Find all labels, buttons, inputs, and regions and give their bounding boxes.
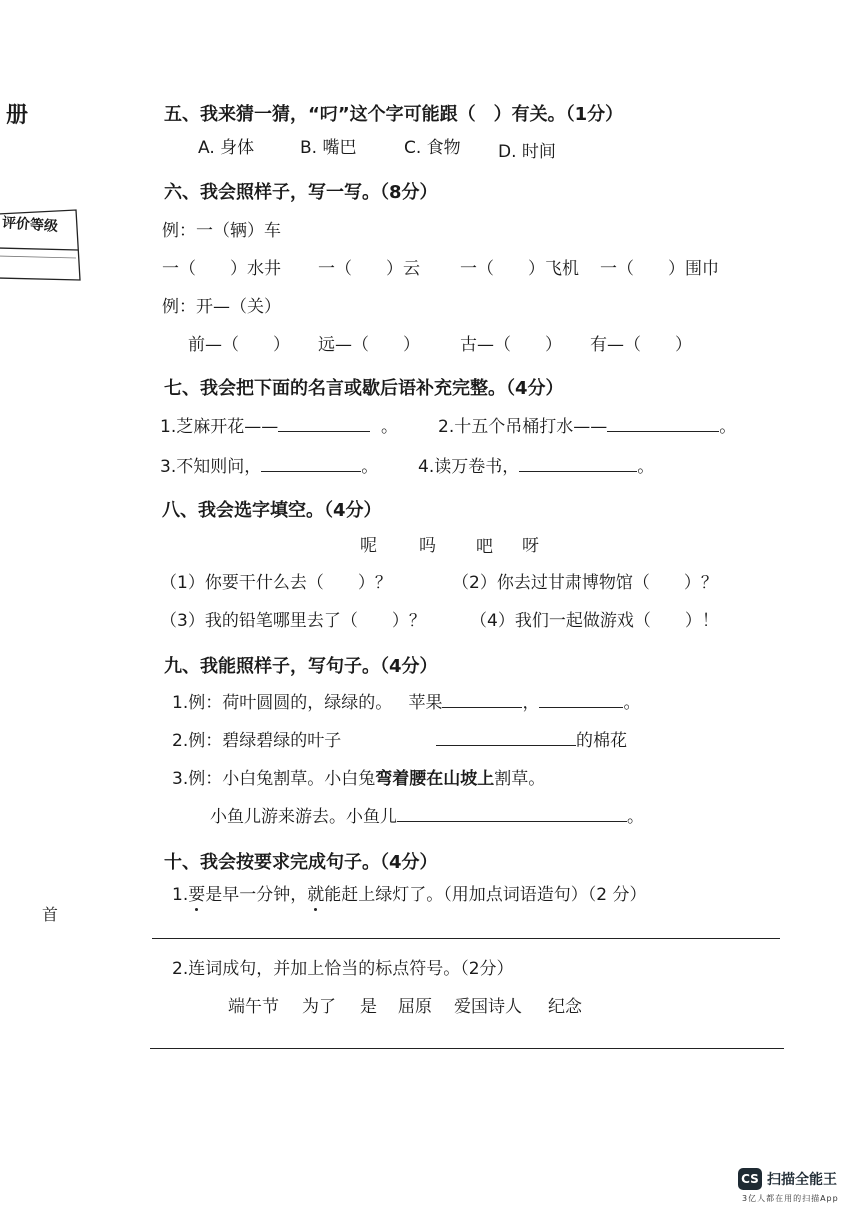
q7-item-3-end: 。 [361,457,379,477]
q10-item-1-rest: 能赶上绿灯了。（用加点词语造句）（2 分） [324,885,647,905]
q6-example-2: 例：开—（关） [162,297,281,317]
q8-item-1: （1）你要干什么去（ ）？ [160,573,392,593]
q10-item-1-num: 1. [172,885,189,905]
q9-item-3-task [210,802,644,827]
q10-answer-line-2[interactable] [150,1048,784,1049]
q10-word-4: 屈原 [398,997,432,1017]
q10-item-1 [172,880,646,905]
q8-item-4: （4）我们一起做游戏（ ）！ [470,611,719,631]
q10-item-1-mid: 是早一分钟， [205,885,308,905]
watermark-subtitle: 3亿人都在用的扫描App [742,1194,839,1203]
q10-word-1: 端午节 [228,997,279,1017]
q10-dotted-word-1: 要 [188,885,206,905]
q10-answer-line-1[interactable] [152,938,780,939]
q7-item-1-end: 。 [381,417,399,437]
q7-blank-3[interactable] [261,455,361,472]
q6-item-7: 古—（ ） [460,335,562,355]
q6-item-1: 一（ ）水井 [162,259,281,279]
q6-item-2: 一（ ）云 [318,259,420,279]
q5-option-c: C. 食物 [404,138,461,158]
margin-char-top: 册 [6,103,29,128]
q9-item-1-example: 1.例：荷叶圆圆的，绿绿的。 [172,693,393,713]
q10-word-5: 爱国诗人 [454,997,522,1017]
q7-item-2-end: 。 [719,417,737,437]
q8-choice-4: 呀 [522,536,539,556]
q7-item-3-text: 3.不知则问， [160,457,262,477]
q8-item-2: （2）你去过甘肃博物馆（ ）？ [452,573,718,593]
q7-item-4 [418,452,654,477]
q5-option-a: A. 身体 [198,138,255,158]
q8-choice-3: 吧 [476,537,493,557]
q6-item-3: 一（ ）飞机 [460,259,579,279]
q10-dotted-word-2: 就 [307,885,325,905]
q10-word-6: 纪念 [548,997,582,1017]
q7-item-2-text: 2.十五个吊桶打水—— [438,417,608,437]
q9-item-1-end: 。 [623,693,641,713]
grade-box [0,208,84,282]
q7-blank-4[interactable] [519,455,637,472]
question-5-title: 五、我来猜一猜，“叼”这个字可能跟（ ）有关。（1分） [164,104,624,125]
q7-item-4-text: 4.读万卷书， [418,457,520,477]
q9-item-3-bold: 弯着腰在山坡上 [375,769,495,789]
question-8-title: 八、我会选字填空。（4分） [162,500,382,521]
q10-word-3: 是 [360,997,377,1017]
q9-item-3-task-text: 小鱼儿游来游去。小鱼儿 [210,807,397,827]
q9-item-2-tail: 的棉花 [576,731,627,751]
q7-item-1 [160,412,398,437]
q5-option-d: D. 时间 [498,142,556,162]
q7-item-1-text: 1.芝麻开花—— [160,417,279,437]
question-6-title: 六、我会照样子，写一写。（8分） [164,182,438,203]
q6-example-1: 例：一（辆）车 [162,221,281,241]
q9-blank-4[interactable] [397,805,627,822]
q9-item-2-example: 2.例：碧绿碧绿的叶子 [172,731,342,751]
q6-item-8: 有—（ ） [590,335,692,355]
cs-logo-icon: CS [738,1168,762,1190]
q9-item-1-subject: 苹果 [408,693,443,713]
scanner-watermark [738,1168,848,1208]
q10-item-2: 2.连词成句，并加上恰当的标点符号。（2分） [172,959,514,979]
q8-choice-1: 呢 [360,536,377,556]
q7-item-2 [438,412,736,437]
question-7-title: 七、我会把下面的名言或歇后语补充完整。（4分） [164,378,564,399]
q7-item-3 [160,452,378,477]
watermark-name: 扫描全能王 [767,1172,837,1188]
q7-item-4-end: 。 [637,457,655,477]
q9-item-1-comma: ， [522,693,540,713]
q8-choice-2: 吗 [419,536,436,556]
margin-char-bottom: 首 [42,905,59,924]
q9-item-3-suffix: 割草。 [494,769,546,789]
q7-blank-1[interactable] [278,415,370,432]
q9-item-3-prefix: 3.例：小白兔割草。小白兔 [172,769,376,789]
q5-option-b: B. 嘴巴 [300,138,357,158]
q10-word-2: 为了 [302,997,336,1017]
q9-item-1 [172,688,640,713]
q9-item-2-task [436,726,627,751]
q9-item-3-example [172,764,545,789]
q6-item-6: 远—（ ） [318,335,420,355]
q8-item-3: （3）我的铅笔哪里去了（ ）？ [160,611,426,631]
grade-label: 评价等级 [1,215,59,235]
q9-blank-2[interactable] [539,691,623,708]
question-9-title: 九、我能照样子，写句子。（4分） [164,656,438,677]
q9-blank-1[interactable] [442,691,522,708]
question-10-title: 十、我会按要求完成句子。（4分） [164,852,438,873]
q9-blank-3[interactable] [436,729,576,746]
q6-item-5: 前—（ ） [188,335,290,355]
q7-blank-2[interactable] [607,415,719,432]
q9-item-3-end: 。 [627,807,644,827]
q6-item-4: 一（ ）围巾 [600,259,719,279]
